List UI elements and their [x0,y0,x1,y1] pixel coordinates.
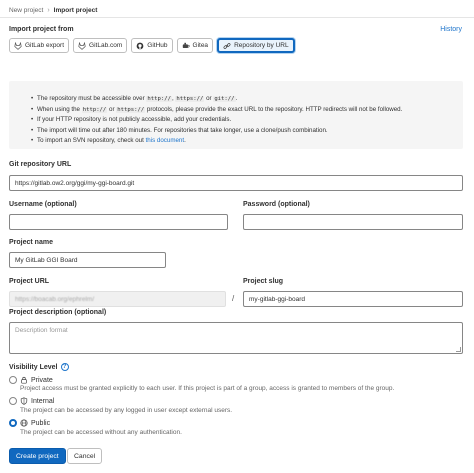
project-url-value: https://boacab.org/ephrelm/ [15,295,95,303]
create-project-button[interactable]: Create project [9,448,66,464]
repository-by-url-label: Repository by URL [234,42,289,49]
url-slug-separator: / [232,294,235,303]
visibility-level [9,363,69,371]
info-item [37,115,402,126]
project-url-input[interactable] [9,291,226,307]
info-text: . [235,95,238,102]
resize-handle[interactable] [456,347,461,352]
gitlab-export-button[interactable] [9,38,69,53]
github-label: GitHub [147,42,168,49]
info-text: . [184,137,186,145]
visibility-option-public[interactable] [9,419,50,427]
visibility-option-internal[interactable] [9,397,54,405]
code-https: https:// [176,96,204,102]
info-item [37,136,402,147]
info-text: If your HTTP repository is not publicly accessible, add your credentials. [37,116,232,124]
lock-icon [20,376,28,384]
info-text: When using the [37,105,82,113]
project-slug-input[interactable] [243,291,463,307]
gitea-icon [182,42,190,50]
info-item [37,105,402,116]
git-url-label: Git repository URL [9,161,72,168]
svn-document-link[interactable]: this document [145,137,185,145]
project-name-input[interactable] [9,252,166,268]
info-text: To import an SVN repository, check out [37,137,146,145]
internal-label: Internal [31,397,55,405]
code-https: https:// [117,106,145,113]
breadcrumb-new-project[interactable]: New project [9,6,44,14]
info-text: or [107,105,117,113]
description-textarea[interactable] [9,322,463,354]
project-url-label: Project URL [9,278,50,285]
info-item [37,126,402,137]
radio-public[interactable] [9,419,17,427]
visibility-label: Visibility Level [9,363,58,371]
code-http: http:// [147,96,171,102]
password-label: Password (optional) [243,201,310,208]
public-description: The project can be accessed without any authentication. [20,429,182,436]
gitlab-icon [14,42,22,50]
description-placeholder: Description format [15,327,68,334]
radio-private[interactable] [9,376,17,384]
git-url-input[interactable] [9,175,463,191]
description-label: Project description (optional) [9,309,107,316]
question-circle-icon[interactable]: ? [61,363,69,371]
code-git: git:// [214,96,235,102]
project-slug-value: my-gitlab-ggi-board [249,295,305,303]
breadcrumb [9,5,97,15]
password-input[interactable] [243,214,463,230]
shield-icon [20,397,28,405]
repository-by-url-button[interactable] [217,38,295,53]
username-label: Username (optional) [9,201,77,208]
radio-internal[interactable] [9,397,17,405]
globe-icon [20,419,28,427]
info-text: , [171,95,176,102]
history-link[interactable]: History [440,26,462,33]
link-icon [223,42,231,50]
gitlab-icon [78,42,86,50]
gitlab-com-button[interactable] [73,38,127,53]
import-source-buttons [9,38,295,53]
project-name-label: Project name [9,239,53,246]
public-label: Public [31,419,51,427]
project-name-value: My GitLab GGI Board [15,256,78,264]
private-description: Project access must be granted explicitly to each user. If this project is part of a group, access is granted to members of the group. [20,385,395,392]
chevron-right-icon: › [47,6,50,14]
internal-description: The project can be accessed by any logged in user except external users. [20,407,233,414]
info-text: The repository must be accessible over [37,95,147,102]
gitea-label: Gitea [192,42,209,49]
info-text: The import will time out after 180 minutes. For repositories that take longer, use a clone/push combination. [37,126,328,134]
gitea-button[interactable] [177,38,214,53]
github-button[interactable] [131,38,172,53]
code-http: http:// [82,106,107,113]
info-text: protocols, please provide the exact URL to the repository. HTTP redirects will not be followed. [145,105,403,113]
info-item [37,94,402,105]
git-url-value: https://gitlab.ow2.org/ggi/my-ggi-board.git [15,179,135,187]
project-slug-label: Project slug [243,278,284,285]
divider [0,17,474,18]
github-icon [136,42,144,50]
info-list [37,94,402,147]
breadcrumb-current: Import project [53,6,98,14]
visibility-option-private[interactable] [9,376,53,384]
info-text: or [204,95,214,102]
gitlab-com-label: GitLab.com [89,42,123,49]
gitlab-export-label: GitLab export [25,42,65,49]
import-from-label: Import project from [9,26,74,33]
cancel-button[interactable]: Cancel [67,448,102,464]
private-label: Private [31,376,53,384]
username-input[interactable] [9,214,228,230]
